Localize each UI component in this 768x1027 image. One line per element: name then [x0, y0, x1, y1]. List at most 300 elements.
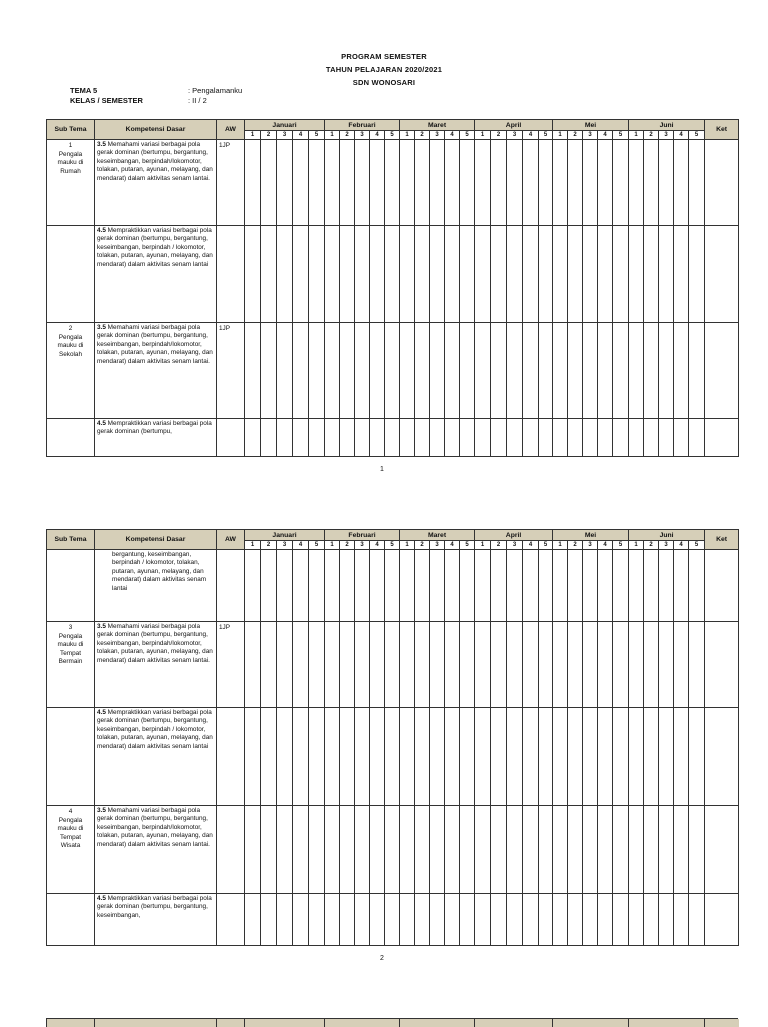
week-cell: [568, 140, 583, 226]
kd-text: Mempraktikkan variasi berbagai pola gerak dominan (bertumpu, bergantung, keseimbangan, berpindah / lokomotor, tolakan, putaran, ayunan, melayang, dan mendarat) dalam aktivitas senam lantai: [97, 709, 213, 750]
week-cell: [325, 550, 340, 622]
week-cell: [689, 419, 705, 457]
week-cell: [445, 806, 460, 894]
week-cell: [445, 622, 460, 708]
week-cell: [430, 323, 445, 419]
week-cell: [523, 806, 539, 894]
week-cell: [475, 550, 491, 622]
aw-cell: [217, 806, 245, 894]
week-cell: [415, 806, 430, 894]
header-week: 5: [613, 131, 629, 140]
header-month-mei: Mei: [553, 530, 629, 541]
week-cell: [430, 550, 445, 622]
sub-tema-cell: [47, 806, 95, 894]
week-cell: [325, 708, 340, 806]
week-cell: [568, 894, 583, 946]
kd-text: Mempraktikkan variasi berbagai pola gerak dominan (bertumpu,: [97, 420, 212, 436]
header-month-juni: Juni: [629, 530, 705, 541]
week-cell: [539, 419, 553, 457]
week-cell: [539, 894, 553, 946]
header-week: 1: [553, 131, 568, 140]
week-cell: [325, 894, 340, 946]
sub-tema-text: mauku di: [57, 641, 84, 648]
week-cell: [583, 226, 598, 323]
header-week: 5: [613, 541, 629, 550]
week-cell: [659, 806, 674, 894]
week-cell: [689, 708, 705, 806]
header-week: 3: [507, 131, 523, 140]
week-cell: [355, 550, 370, 622]
header-week: 2: [415, 131, 430, 140]
week-cell: [385, 226, 400, 323]
week-cell: [583, 622, 598, 708]
header-week: 1: [245, 541, 261, 550]
week-cell: [293, 550, 309, 622]
week-cell: [293, 323, 309, 419]
week-cell: [400, 894, 415, 946]
week-cell: [598, 894, 613, 946]
week-cell: [598, 550, 613, 622]
week-cell: [460, 419, 475, 457]
week-cell: [539, 708, 553, 806]
week-cell: [400, 226, 415, 323]
header-week: 1: [325, 131, 340, 140]
header-ket: Ket: [705, 120, 739, 140]
week-cell: [568, 550, 583, 622]
kd-text: Memahami variasi berbagai pola gerak dominan (bertumpu, bergantung, keseimbangan, berpindah/lokomotor, tolakan, putaran, ayunan, melayang, dan mendarat) dalam aktivitas senam lantai.: [97, 141, 213, 182]
sub-tema-cell: [47, 419, 95, 457]
week-cell: [659, 550, 674, 622]
week-cell: [309, 708, 325, 806]
week-cell: [277, 140, 293, 226]
kd-number: 4.5: [97, 227, 106, 234]
week-cell: [445, 550, 460, 622]
week-cell: [644, 550, 659, 622]
week-cell: [689, 550, 705, 622]
week-cell: [613, 323, 629, 419]
week-cell: [491, 622, 507, 708]
week-cell: [445, 894, 460, 946]
week-cell: [475, 806, 491, 894]
header-week: 2: [415, 541, 430, 550]
week-cell: [261, 806, 277, 894]
meta-value: : Pengalamanku: [188, 86, 243, 95]
header-aw: AW: [217, 530, 245, 550]
kd-text: Memahami variasi berbagai pola gerak dominan (bertumpu, bergantung, keseimbangan, berpindah/lokomotor, tolakan, putaran, ayunan, melayang, dan mendarat) dalam aktivitas senam lantai.: [97, 324, 213, 365]
sub-tema-text: 2: [68, 325, 73, 332]
week-cell: [674, 140, 689, 226]
table-row: [47, 622, 739, 708]
header-week: 5: [460, 541, 475, 550]
week-cell: [400, 323, 415, 419]
header-week: 5: [689, 541, 705, 550]
week-cell: [340, 894, 355, 946]
week-cell: [400, 708, 415, 806]
header-month-januari: Januari: [245, 530, 325, 541]
header-week: 4: [293, 541, 309, 550]
header-month-april: April: [475, 120, 553, 131]
week-cell: [415, 622, 430, 708]
kd-text: Memahami variasi berbagai pola gerak dominan (bertumpu, bergantung, keseimbangan, berpindah/lokomotor, tolakan, putaran, ayunan, melayang, dan mendarat) dalam aktivitas senam lantai.: [97, 623, 213, 664]
week-cell: [629, 419, 644, 457]
week-cell: [400, 806, 415, 894]
kd-text: Mempraktikkan variasi berbagai pola gerak dominan (bertumpu, bergantung, keseimbangan,: [97, 895, 212, 919]
header-week: 5: [309, 541, 325, 550]
week-cell: [553, 323, 568, 419]
week-cell: [309, 894, 325, 946]
week-cell: [689, 622, 705, 708]
week-cell: [689, 226, 705, 323]
sub-tema-text: 1: [68, 142, 73, 149]
week-cell: [385, 419, 400, 457]
week-cell: [415, 140, 430, 226]
header-ket: Ket: [705, 530, 739, 550]
week-cell: [629, 550, 644, 622]
week-cell: [415, 226, 430, 323]
week-cell: [340, 550, 355, 622]
meta-label: KELAS / SEMESTER: [70, 96, 143, 105]
header-week: 5: [309, 131, 325, 140]
week-cell: [523, 622, 539, 708]
week-cell: [553, 708, 568, 806]
week-cell: [370, 550, 385, 622]
table-row: [47, 550, 739, 622]
sub-tema-text: 3: [68, 624, 73, 631]
header-week: 2: [568, 131, 583, 140]
week-cell: [613, 226, 629, 323]
kd-number: 3.5: [97, 141, 106, 148]
sub-tema-text: mauku di: [57, 159, 84, 166]
header-week: 5: [385, 131, 400, 140]
week-cell: [309, 140, 325, 226]
header-sub-tema: Sub Tema: [47, 530, 95, 550]
week-cell: [400, 622, 415, 708]
header-week: 3: [277, 131, 293, 140]
week-cell: [674, 894, 689, 946]
week-cell: [245, 894, 261, 946]
week-cell: [445, 140, 460, 226]
week-cell: [415, 419, 430, 457]
week-cell: [629, 622, 644, 708]
week-cell: [430, 622, 445, 708]
header-week: 1: [475, 541, 491, 550]
ket-cell: [705, 550, 739, 622]
week-cell: [689, 806, 705, 894]
week-cell: [491, 806, 507, 894]
document-title: [0, 50, 768, 89]
sub-tema-text: Pengala: [58, 632, 83, 640]
week-cell: [613, 622, 629, 708]
sub-tema-cell: [47, 894, 95, 946]
week-cell: [598, 323, 613, 419]
week-cell: [445, 419, 460, 457]
week-cell: [400, 419, 415, 457]
header-week: 3: [355, 131, 370, 140]
week-cell: [644, 806, 659, 894]
week-cell: [385, 894, 400, 946]
week-cell: [613, 550, 629, 622]
week-cell: [277, 226, 293, 323]
week-cell: [659, 622, 674, 708]
table-row: [47, 708, 739, 806]
week-cell: [261, 419, 277, 457]
kd-number: 3.5: [97, 623, 106, 630]
kompetensi-dasar-cell: [95, 419, 217, 457]
kompetensi-dasar-cell: [95, 550, 217, 622]
kompetensi-dasar-cell: [95, 226, 217, 323]
header-week: 3: [430, 541, 445, 550]
week-cell: [340, 140, 355, 226]
week-cell: [475, 622, 491, 708]
week-cell: [553, 622, 568, 708]
week-cell: [507, 622, 523, 708]
week-cell: [644, 140, 659, 226]
week-cell: [583, 708, 598, 806]
title-line: TAHUN PELAJARAN 2020/2021: [325, 65, 443, 74]
week-cell: [491, 323, 507, 419]
sub-tema-cell: [47, 226, 95, 323]
page-number: 2: [380, 955, 384, 962]
page-number: 1: [380, 466, 384, 473]
week-cell: [583, 140, 598, 226]
meta-tema: [70, 86, 242, 95]
header-week: 3: [659, 131, 674, 140]
header-week: 1: [553, 541, 568, 550]
week-cell: [245, 323, 261, 419]
week-cell: [355, 806, 370, 894]
week-cell: [325, 806, 340, 894]
table-row: [47, 894, 739, 946]
table-row: [47, 323, 739, 419]
sub-tema-text: 4: [68, 808, 73, 815]
week-cell: [539, 806, 553, 894]
kd-text: Memahami variasi berbagai pola gerak dominan (bertumpu, bergantung, keseimbangan, berpindah/lokomotor, tolakan, putaran, ayunan, melayang, dan mendarat) dalam aktivitas senam lantai.: [97, 807, 213, 848]
week-cell: [293, 226, 309, 323]
week-cell: [340, 806, 355, 894]
week-cell: [475, 894, 491, 946]
week-cell: [659, 226, 674, 323]
week-cell: [245, 419, 261, 457]
week-cell: [385, 708, 400, 806]
week-cell: [460, 140, 475, 226]
week-cell: [445, 708, 460, 806]
sub-tema-text: Pengala: [58, 816, 83, 824]
week-cell: [460, 894, 475, 946]
week-cell: [613, 419, 629, 457]
header-week: 2: [261, 541, 277, 550]
header-week: 5: [539, 131, 553, 140]
week-cell: [385, 323, 400, 419]
week-cell: [277, 708, 293, 806]
week-cell: [674, 708, 689, 806]
week-cell: [355, 708, 370, 806]
week-cell: [644, 323, 659, 419]
week-cell: [583, 323, 598, 419]
week-cell: [568, 419, 583, 457]
header-week: 2: [340, 541, 355, 550]
program-table-page-1: [46, 119, 739, 457]
sub-tema-cell: [47, 708, 95, 806]
week-cell: [293, 806, 309, 894]
week-cell: [385, 550, 400, 622]
kompetensi-dasar-cell: [95, 894, 217, 946]
week-cell: [553, 550, 568, 622]
week-cell: [523, 708, 539, 806]
header-week: 3: [659, 541, 674, 550]
header-week: 4: [370, 541, 385, 550]
week-cell: [674, 323, 689, 419]
week-cell: [553, 226, 568, 323]
table-row: [47, 226, 739, 323]
week-cell: [553, 419, 568, 457]
week-cell: [583, 550, 598, 622]
sub-tema-text: Tempat: [60, 649, 81, 657]
week-cell: [507, 323, 523, 419]
header-sub-tema: Sub Tema: [47, 120, 95, 140]
week-cell: [370, 419, 385, 457]
header-week: 3: [507, 541, 523, 550]
header-week: 3: [355, 541, 370, 550]
title-line: SDN WONOSARI: [352, 78, 416, 87]
week-cell: [430, 419, 445, 457]
sub-tema-text: mauku di: [57, 825, 84, 832]
header-week: 4: [674, 131, 689, 140]
sub-tema-text: Wisata: [60, 842, 81, 849]
week-cell: [659, 894, 674, 946]
sub-tema-text: Rumah: [60, 167, 81, 175]
week-cell: [659, 140, 674, 226]
week-cell: [261, 894, 277, 946]
week-cell: [355, 323, 370, 419]
week-cell: [415, 894, 430, 946]
week-cell: [689, 894, 705, 946]
aw-cell: [217, 708, 245, 806]
week-cell: [445, 226, 460, 323]
week-cell: [539, 323, 553, 419]
week-cell: [539, 550, 553, 622]
week-cell: [385, 806, 400, 894]
week-cell: [583, 806, 598, 894]
header-week: 4: [445, 541, 460, 550]
week-cell: [523, 323, 539, 419]
week-cell: [261, 140, 277, 226]
kompetensi-dasar-cell: [95, 806, 217, 894]
header-kompetensi-dasar: Kompetensi Dasar: [95, 120, 217, 140]
header-week: 2: [491, 131, 507, 140]
table-row: [47, 806, 739, 894]
week-cell: [674, 622, 689, 708]
week-cell: [507, 550, 523, 622]
week-cell: [613, 140, 629, 226]
header-month-februari: Februari: [325, 530, 400, 541]
week-cell: [245, 226, 261, 323]
header-week: 1: [629, 541, 644, 550]
ket-cell: [705, 323, 739, 419]
week-cell: [445, 323, 460, 419]
week-cell: [644, 894, 659, 946]
header-week: 1: [325, 541, 340, 550]
kd-number: 4.5: [97, 420, 106, 427]
week-cell: [553, 806, 568, 894]
week-cell: [644, 226, 659, 323]
week-cell: [659, 708, 674, 806]
header-week: 4: [293, 131, 309, 140]
week-cell: [553, 894, 568, 946]
week-cell: [613, 806, 629, 894]
header-week: 5: [460, 131, 475, 140]
header-month-april: April: [475, 530, 553, 541]
week-cell: [689, 323, 705, 419]
week-cell: [659, 419, 674, 457]
week-cell: [598, 140, 613, 226]
week-cell: [293, 419, 309, 457]
week-cell: [415, 323, 430, 419]
week-cell: [491, 894, 507, 946]
header-week: 4: [674, 541, 689, 550]
week-cell: [277, 894, 293, 946]
kd-number: 3.5: [97, 324, 106, 331]
week-cell: [293, 140, 309, 226]
table-row: [47, 140, 739, 226]
ket-cell: [705, 226, 739, 323]
week-cell: [460, 323, 475, 419]
week-cell: [277, 622, 293, 708]
week-cell: [293, 708, 309, 806]
week-cell: [325, 323, 340, 419]
week-cell: [491, 140, 507, 226]
week-cell: [355, 622, 370, 708]
week-cell: [370, 140, 385, 226]
week-cell: [325, 419, 340, 457]
week-cell: [277, 806, 293, 894]
header-week: 5: [689, 131, 705, 140]
week-cell: [644, 622, 659, 708]
week-cell: [415, 550, 430, 622]
week-cell: [523, 419, 539, 457]
sub-tema-cell: [47, 550, 95, 622]
week-cell: [385, 622, 400, 708]
week-cell: [245, 806, 261, 894]
week-cell: [325, 140, 340, 226]
sub-tema-cell: [47, 323, 95, 419]
header-month-juni: Juni: [629, 120, 705, 131]
aw-cell: [217, 419, 245, 457]
header-week: 3: [583, 541, 598, 550]
week-cell: [475, 708, 491, 806]
table-row: [47, 419, 739, 457]
sub-tema-cell: [47, 140, 95, 226]
week-cell: [613, 708, 629, 806]
header-week: 3: [430, 131, 445, 140]
week-cell: [309, 806, 325, 894]
week-cell: [340, 323, 355, 419]
week-cell: [523, 140, 539, 226]
kompetensi-dasar-cell: [95, 323, 217, 419]
week-cell: [507, 806, 523, 894]
week-cell: [325, 226, 340, 323]
header-week: 4: [523, 541, 539, 550]
week-cell: [309, 323, 325, 419]
program-table-page-2: [46, 529, 739, 946]
aw-cell: [217, 894, 245, 946]
week-cell: [629, 894, 644, 946]
ket-cell: [705, 419, 739, 457]
week-cell: [460, 622, 475, 708]
header-month-mei: Mei: [553, 120, 629, 131]
week-cell: [293, 894, 309, 946]
week-cell: [400, 140, 415, 226]
kd-text: Mempraktikkan variasi berbagai pola gerak dominan (bertumpu, bergantung, keseimbangan, berpindah / lokomotor, tolakan, putaran, ayunan, melayang, dan mendarat) dalam aktivitas senam lantai: [97, 227, 213, 268]
